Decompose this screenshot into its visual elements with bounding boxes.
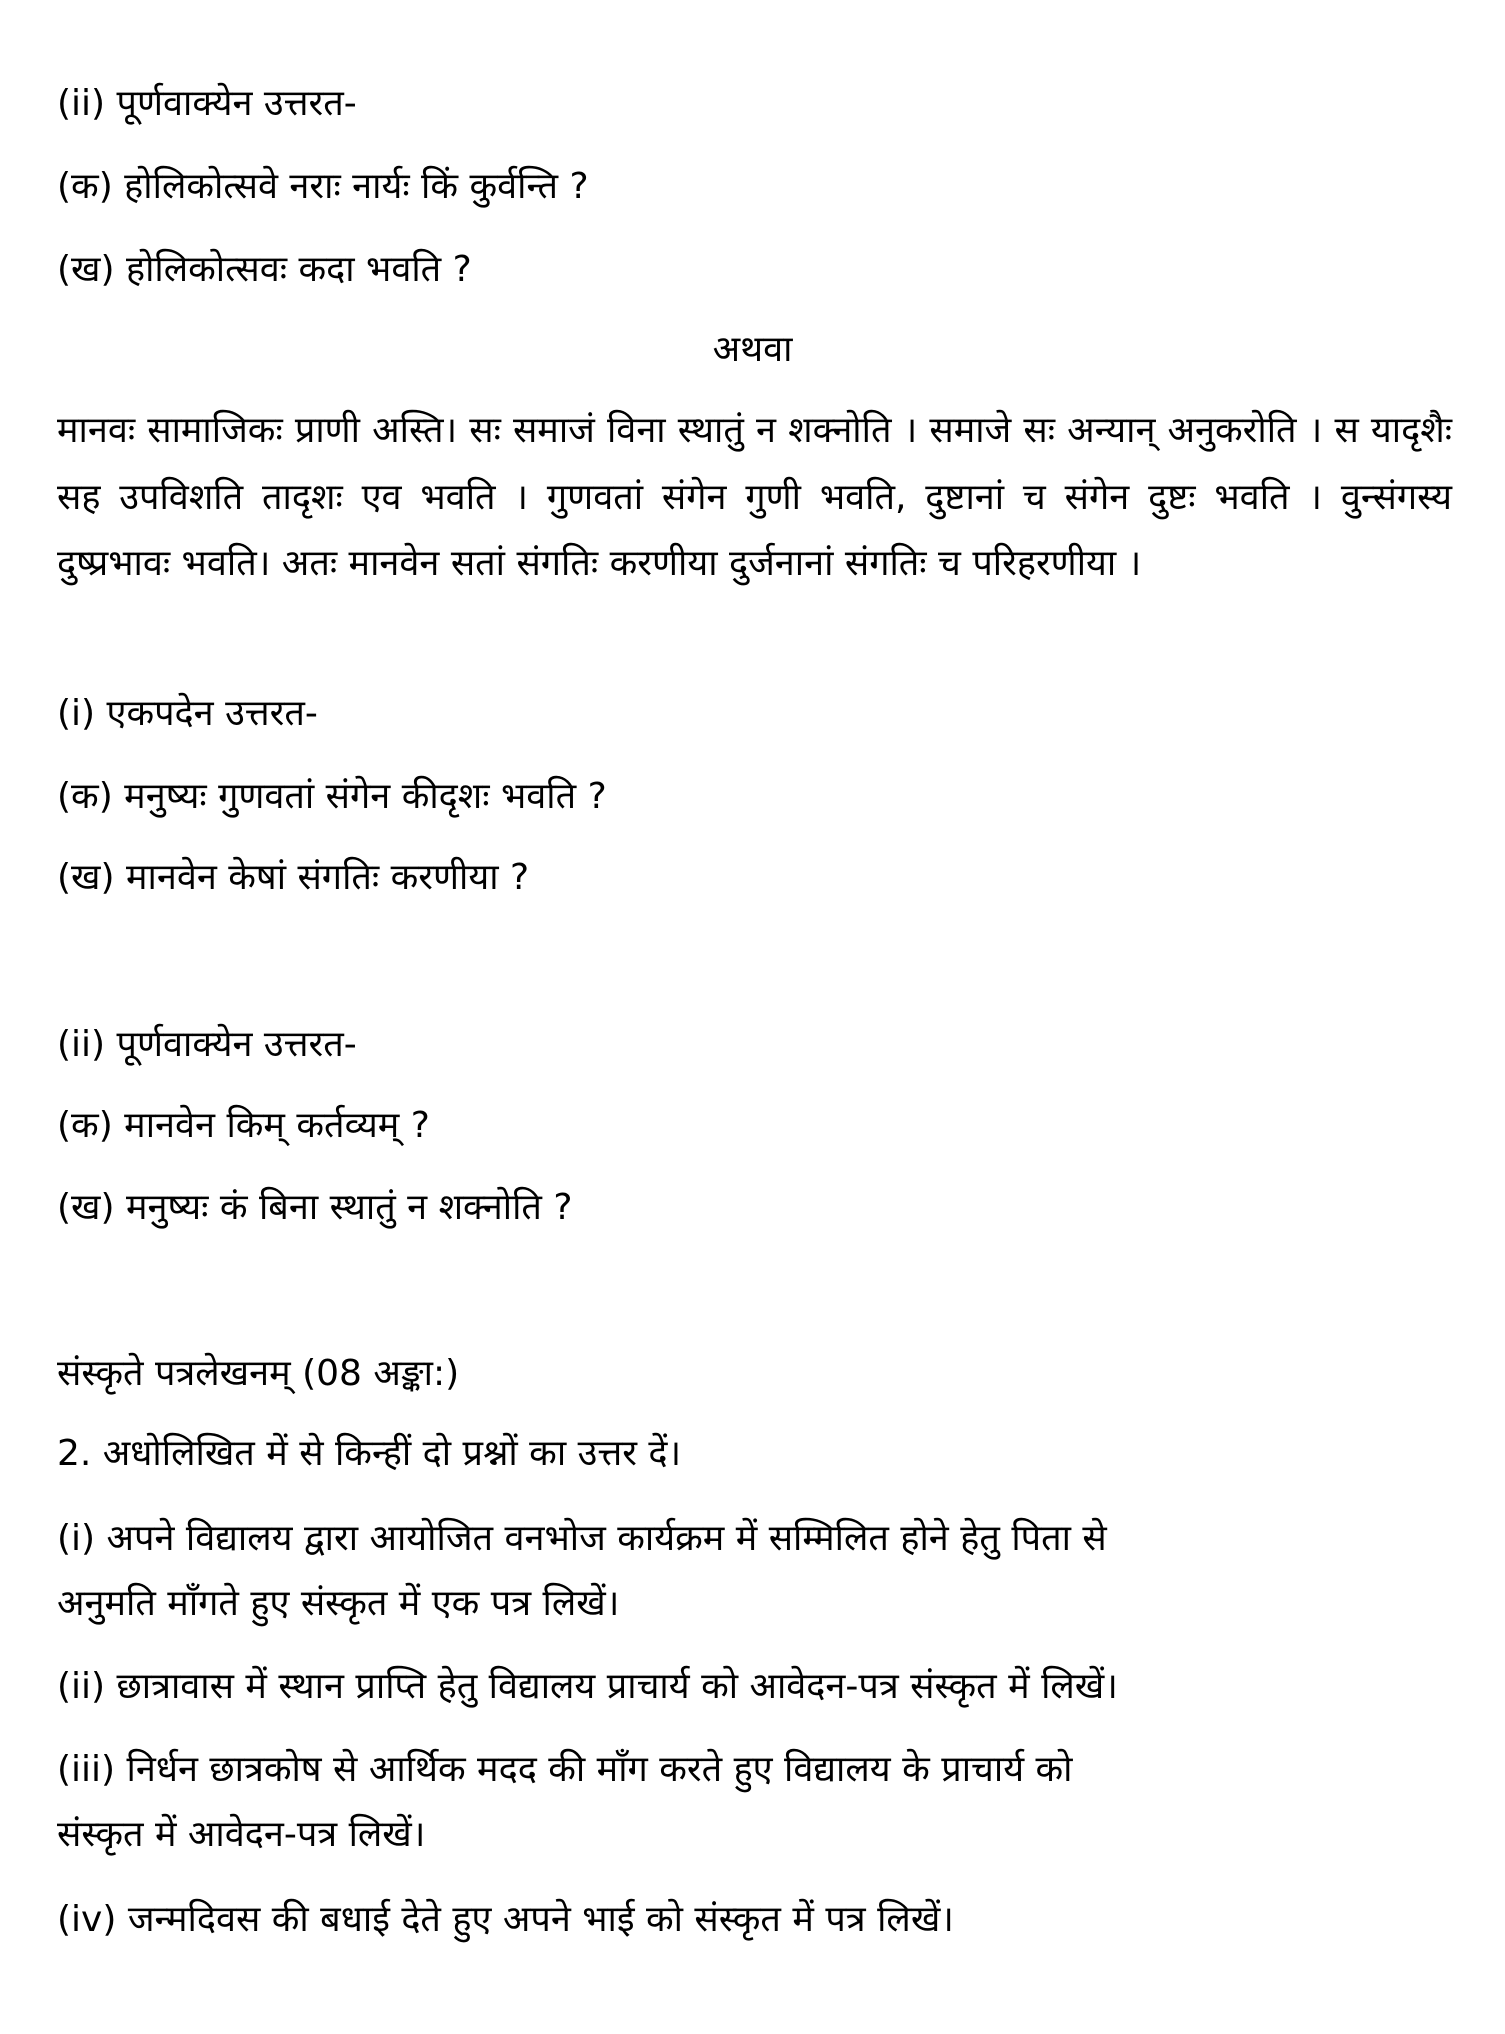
letter-option-2: (ii) छात्रावास में स्थान प्राप्ति हेतु विद्यालय प्राचार्य को आवेदन-पत्र संस्कृत में लिखें। [57,1666,1118,1707]
letter-instruction: 2. अधोलिखित में से किन्हीं दो प्रश्नों का उत्तर दें। [57,1433,682,1474]
letter-section-title: संस्कृते पत्रलेखनम् (08 अङ्का:) [57,1353,460,1394]
question-kha: (ख) मानवेन केषां संगतिः करणीया ? [57,857,530,898]
question-kha: (ख) होलिकोत्सवः कदा भवति ? [57,249,472,290]
letter-option-4: (iv) जन्मदिवस की बधाई देते हुए अपने भाई को संस्कृत में पत्र लिखें। [57,1899,954,1940]
letter-option-3: (iii) निर्धन छात्रकोष से आर्थिक मदद की माँग करते हुए विद्यालय के प्राचार्य को [57,1749,1073,1790]
letter-option-3-cont: संस्कृत में आवेदन-पत्र लिखें। [57,1814,426,1855]
question-heading-purnavakyena: (ii) पूर्णवाक्येन उत्तरत- [57,1024,357,1065]
question-heading-purnavakyena: (ii) पूर्णवाक्येन उत्तरत- [57,83,357,124]
letter-option-1-cont: अनुमति माँगते हुए संस्कृत में एक पत्र लिखें। [57,1583,620,1624]
question-heading-ekapadena: (i) एकपदेन उत्तरत- [57,693,318,734]
passage-paragraph: मानवः सामाजिकः प्राणी अस्ति। सः समाजं विना स्थातुं न शक्नोति । समाजे सः अन्यान् अनुकरोति । स यादृशैः सह उपविशति तादृशः एव भवति । गुणवतां संगेन गुणी भवति, दुष्टानां च संगेन दुष्टः भवति । वुन्संगस्य दुष्प्रभावः भवति। अतः मानवेन सतां संगतिः करणीया दुर्जनानां संगतिः च परिहरणीया । [57,410,1452,584]
question-ka: (क) मानवेन किम् कर्तव्यम् ? [57,1105,430,1146]
question-ka: (क) होलिकोत्सवे नराः नार्यः किं कुर्वन्ति ? [57,166,589,207]
letter-option-1: (i) अपने विद्यालय द्वारा आयोजित वनभोज कार्यक्रम में सम्मिलित होने हेतु पिता से [57,1518,1107,1559]
question-ka: (क) मनुष्यः गुणवतां संगेन कीदृशः भवति ? [57,776,607,817]
question-kha: (ख) मनुष्यः कं बिना स्थातुं न शक्नोति ? [57,1187,573,1228]
athava-divider: अथवा [712,329,793,370]
